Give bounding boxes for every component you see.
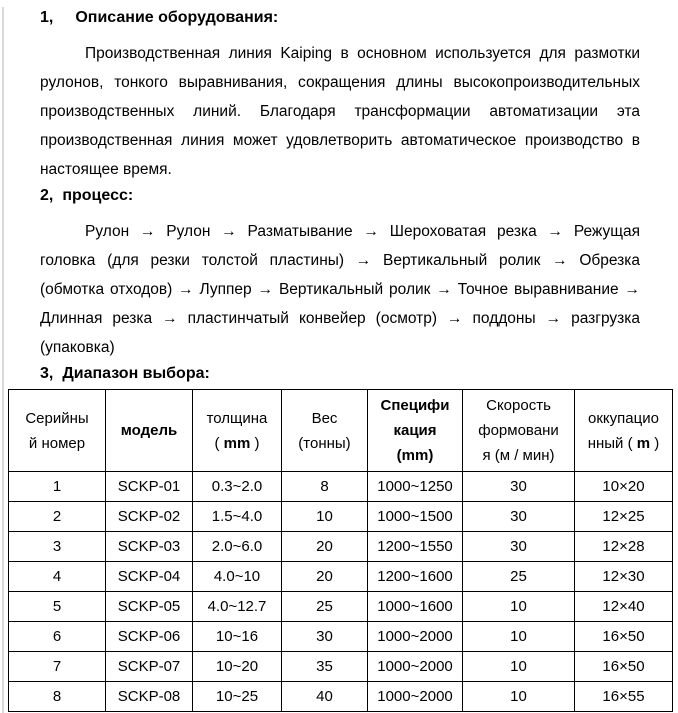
table-row: [9, 562, 673, 592]
column-header-model: модель: [106, 390, 193, 472]
table-cell: 12×28: [575, 532, 673, 562]
table-cell: 7: [9, 652, 106, 682]
column-header-serial-number: Серийны й номер: [9, 390, 106, 472]
table-cell: 2: [9, 502, 106, 532]
table-cell: 4.0~10: [193, 562, 282, 592]
table-cell: 4.0~12.7: [193, 592, 282, 622]
table-cell: 8: [282, 472, 368, 502]
table-cell: 10: [463, 682, 575, 712]
table-cell: 30: [282, 622, 368, 652]
table-header-row: [9, 390, 673, 472]
table-cell: 1.5~4.0: [193, 502, 282, 532]
table-cell: 10: [282, 502, 368, 532]
table-cell: 1200~1550: [368, 532, 463, 562]
table-cell: 2.0~6.0: [193, 532, 282, 562]
table-cell: 8: [9, 682, 106, 712]
table-row: [9, 682, 673, 712]
selection-range-table: [8, 389, 673, 712]
column-header-weight: Вес (тонны): [282, 390, 368, 472]
section-1-paragraph: Производственная линия Kaiping в основном используется для размотки рулонов, тонкого выравнивания, сокращения длины высокопроизводительных производственных линий. Благодаря трансформации автоматизации эта производственная линия может удовлетворить автоматическое производство в настоящее время.: [40, 45, 640, 178]
table-body: [9, 472, 673, 712]
table-cell: 1000~2000: [368, 652, 463, 682]
section-3-title: Диапазон выбора:: [62, 365, 210, 382]
table-cell: 1000~1250: [368, 472, 463, 502]
table-cell: SCKP-08: [106, 682, 193, 712]
table-cell: 30: [463, 502, 575, 532]
table-cell: 12×30: [575, 562, 673, 592]
table-row: [9, 472, 673, 502]
table-cell: 1000~2000: [368, 622, 463, 652]
table-cell: 1: [9, 472, 106, 502]
section-2-heading: [0, 185, 678, 207]
section-2-paragraph: Рулон → Рулон → Разматывание → Шероховатая резка → Режущая головка (для резки толстой пластины) → Вертикальный ролик → Обрезка (обмотка отходов) → Луппер → Вертикальный ролик → Точное выравнивание → Длинная резка → пластинчатый конвейер (осмотр) → поддоны → разгрузка (упаковка): [40, 223, 640, 356]
table-cell: 1000~2000: [368, 682, 463, 712]
table-row: [9, 532, 673, 562]
document-page: [0, 7, 678, 712]
section-1-heading: [0, 7, 678, 29]
table-cell: 30: [463, 532, 575, 562]
table-cell: 10~20: [193, 652, 282, 682]
table-cell: 10×20: [575, 472, 673, 502]
table-cell: 35: [282, 652, 368, 682]
table-cell: 3: [9, 532, 106, 562]
table-cell: SCKP-04: [106, 562, 193, 592]
table-cell: 25: [282, 592, 368, 622]
table-cell: SCKP-05: [106, 592, 193, 622]
section-1-title: Описание оборудования:: [75, 9, 279, 26]
table-cell: 12×40: [575, 592, 673, 622]
table-cell: 40: [282, 682, 368, 712]
table-cell: 10: [463, 652, 575, 682]
table-cell: 16×50: [575, 622, 673, 652]
section-2-number: 2,: [40, 187, 54, 204]
section-2-title: процесс:: [62, 187, 134, 204]
table-cell: 6: [9, 622, 106, 652]
table-cell: SCKP-02: [106, 502, 193, 532]
table-cell: 1200~1600: [368, 562, 463, 592]
table-cell: 10: [463, 622, 575, 652]
table-row: [9, 592, 673, 622]
section-1-number: 1,: [40, 9, 54, 26]
table-cell: 16×55: [575, 682, 673, 712]
section-3-number: 3,: [40, 365, 54, 382]
section-3-heading: [0, 363, 678, 385]
table-cell: 5: [9, 592, 106, 622]
table-cell: 0.3~2.0: [193, 472, 282, 502]
table-row: [9, 622, 673, 652]
column-header-specification: Специфи кация (mm): [368, 390, 463, 472]
column-header-forming-speed: Скорость формовани я (м / мин): [463, 390, 575, 472]
table-cell: 25: [463, 562, 575, 592]
table-cell: 1000~1600: [368, 592, 463, 622]
table-cell: 16×50: [575, 652, 673, 682]
table-cell: SCKP-07: [106, 652, 193, 682]
table-row: [9, 502, 673, 532]
table-cell: SCKP-06: [106, 622, 193, 652]
column-header-occupation: оккупацио нный ( m ): [575, 390, 673, 472]
table-cell: 10~16: [193, 622, 282, 652]
table-cell: 4: [9, 562, 106, 592]
table-cell: 12×25: [575, 502, 673, 532]
table-cell: SCKP-03: [106, 532, 193, 562]
table-cell: SCKP-01: [106, 472, 193, 502]
table-header: [9, 390, 673, 472]
column-header-thickness: толщина ( mm ): [193, 390, 282, 472]
table-cell: 20: [282, 532, 368, 562]
table-cell: 30: [463, 472, 575, 502]
table-row: [9, 652, 673, 682]
table-cell: 10: [463, 592, 575, 622]
table-cell: 1000~1500: [368, 502, 463, 532]
table-cell: 20: [282, 562, 368, 592]
table-cell: 10~25: [193, 682, 282, 712]
